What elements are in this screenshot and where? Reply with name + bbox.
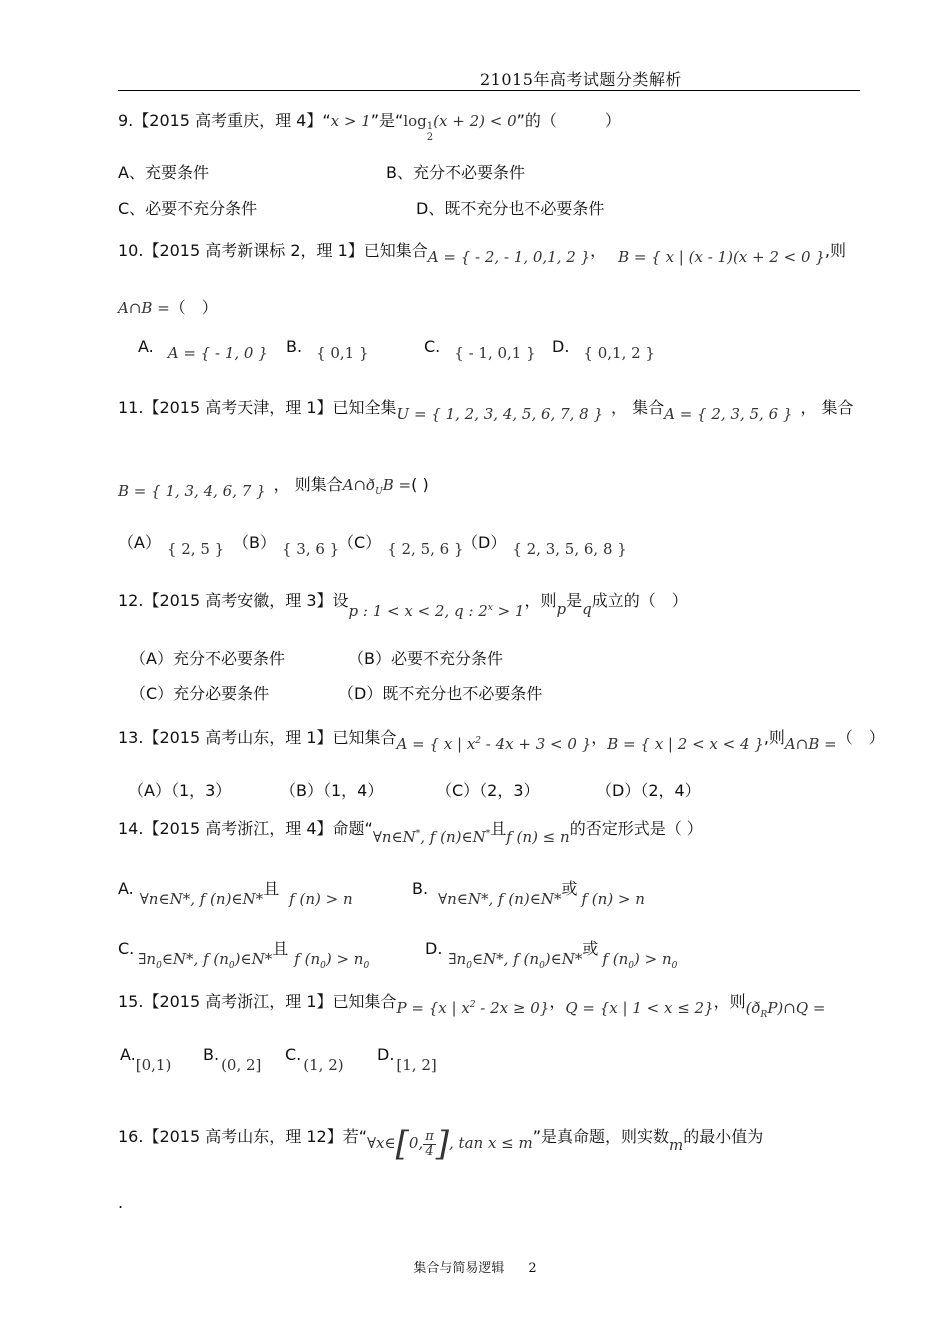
q15-option-b: B.(0, 2] (203, 1045, 262, 1074)
question-10-line2: A∩B =（ ） (118, 298, 218, 317)
q14-math-proposition: ∀n∈N*, f (n)∈N* (372, 828, 491, 846)
q12-option-b: （B）必要不充分条件 (348, 649, 503, 668)
q9-math-condition: x > 1 (330, 112, 371, 130)
q16-math-condition: ∀x∈[0, $\frac{\pi}{4}$ ], tan x ≤ m (367, 1124, 533, 1164)
question-11-stem: 11.【2015 高考天津，理 1】已知全集U = { 1, 2, 3, 4, 5, 6, 7, 8 } ， 集合A = { 2, 3, 5, 6 } ， 集合 (118, 398, 854, 423)
q11-math-universe: U = { 1, 2, 3, 4, 5, 6, 7, 8 } (396, 405, 604, 423)
header-rule (118, 90, 860, 91)
q15-option-a: A.[0,1) (120, 1045, 172, 1074)
question-12-stem: 12.【2015 高考安徽，理 3】设p : 1 < x < 2, q : $2^x > 1$，则p是q成立的（ ） (118, 591, 688, 620)
q14-option-b: B.∀n∈N*, f (n)∈N*或f (n) > n (412, 879, 645, 908)
page-footer (0, 1257, 950, 1276)
q11-option-b: （B） { 3, 6 } (233, 533, 340, 558)
q10-option-d: D. { 0,1, 2 } (552, 337, 655, 362)
question-15-stem: 15.【2015 高考浙江，理 1】已知集合P = {x | $x^2 - 2x \ge 0$}，Q = {x | 1 < x ≤ 2}，则$(ð_RP)\cap Q$ = (118, 992, 826, 1020)
question-14-stem: 14.【2015 高考浙江，理 4】命题“∀n∈N*, f (n)∈N*且f (n) ≤ n的否定形式是（ ） (118, 819, 703, 846)
q14-option-d: $D.\exists n_0\in N*$, f $(n_0)\in N*$或f $(n_0) > n_0$ (425, 939, 678, 971)
question-16-stem: 16.【2015 高考山东，理 12】若“∀x∈[0, $\frac{\pi}{4}$ ], tan x ≤ m”是真命题，则实数m的最小值为 (118, 1124, 764, 1164)
q12-option-c: （C）充分必要条件 (130, 684, 270, 703)
q12-option-a: （A）充分不必要条件 (130, 649, 285, 668)
q15-math-set-q: Q = {x | 1 < x ≤ 2} (565, 999, 714, 1017)
q13-option-d: （D）（2，4） (596, 781, 701, 800)
q11-option-a: （A） { 2, 5 } (118, 533, 225, 558)
q11-math-set-a: A = { 2, 3, 5, 6 } (664, 405, 793, 423)
q14-option-c: $C.\exists n_0\in N*$, f $(n_0)\in N*$且f $(n_0) > n_0$ (118, 939, 370, 971)
q9-option-b: B、充分不必要条件 (386, 163, 525, 182)
q9-option-c: C、必要不充分条件 (118, 199, 258, 218)
q11-option-c: （C） { 2, 5, 6 } (338, 533, 464, 558)
q14-option-a: A.∀n∈N*, f (n)∈N*且f (n) > n (118, 879, 353, 908)
q9-option-d: D、既不充分也不必要条件 (416, 199, 605, 218)
question-11-line2: B = { 1, 3, 4, 6, 7 } ， 则集合$A\cap ð_UB$ =( ) (118, 475, 429, 500)
q10-option-c: C. { - 1, 0,1 } (424, 337, 536, 362)
page-number: 2 (528, 1261, 537, 1276)
q10-math-set-a: A = { - 2, - 1, 0,1, 2 } (427, 248, 591, 266)
q13-option-a: （A）（1，3） (128, 781, 232, 800)
header-title: 21015年高考试题分类解析 (480, 70, 682, 89)
question-9-stem: 9.【2015 高考重庆，理 4】“x > 1”是“log 1 2 (x + 2) < 0”的（ ） (118, 111, 621, 143)
q10-option-b: B. { 0,1 } (286, 337, 369, 362)
q15-option-d: D.[1, 2] (377, 1045, 437, 1074)
q15-math-set-p: P = {x | $x^2 - 2x \ge 0$} (396, 999, 550, 1017)
footer-section-title: 集合与简易逻辑 (413, 1261, 505, 1276)
question-16-line2: . (118, 1193, 124, 1212)
q13-option-b: （B）（1，4） (280, 781, 384, 800)
q12-option-d: （D）既不充分也不必要条件 (338, 684, 543, 703)
question-10-stem: 10.【2015 高考新课标 2，理 1】已知集合A = { - 2, - 1, 0,1, 2 }， B = { x | (x - 1)(x + 2 < 0 },则 (118, 241, 846, 266)
q13-math-set-a: A = { x | $x^2 - 4x + 3 < 0$ } (396, 735, 592, 753)
q9-math-log: log 1 2 (x + 2) < 0 (403, 112, 517, 143)
q15-option-c: C.(1, 2) (285, 1045, 344, 1074)
q10-math-set-b: B = { x | (x - 1)(x + 2 < 0 } (618, 248, 825, 266)
q13-option-c: （C）（2，3） (436, 781, 540, 800)
q12-math-pq: p : 1 < x < 2, q : $2^x > 1$ (348, 602, 525, 620)
q13-math-set-b: B = { x | 2 < x < 4 } (607, 735, 764, 753)
q11-option-d: （D） { 2, 3, 5, 6, 8 } (462, 533, 627, 558)
q10-option-a: A. A = { - 1, 0 } (138, 337, 268, 362)
q9-option-a: A、充要条件 (118, 163, 209, 182)
question-13-stem: 13.【2015 高考山东，理 1】已知集合A = { x | $x^2 - 4x + 3 < 0$ }，B = { x | 2 < x < 4 },则A∩B =（ ） (118, 728, 885, 753)
